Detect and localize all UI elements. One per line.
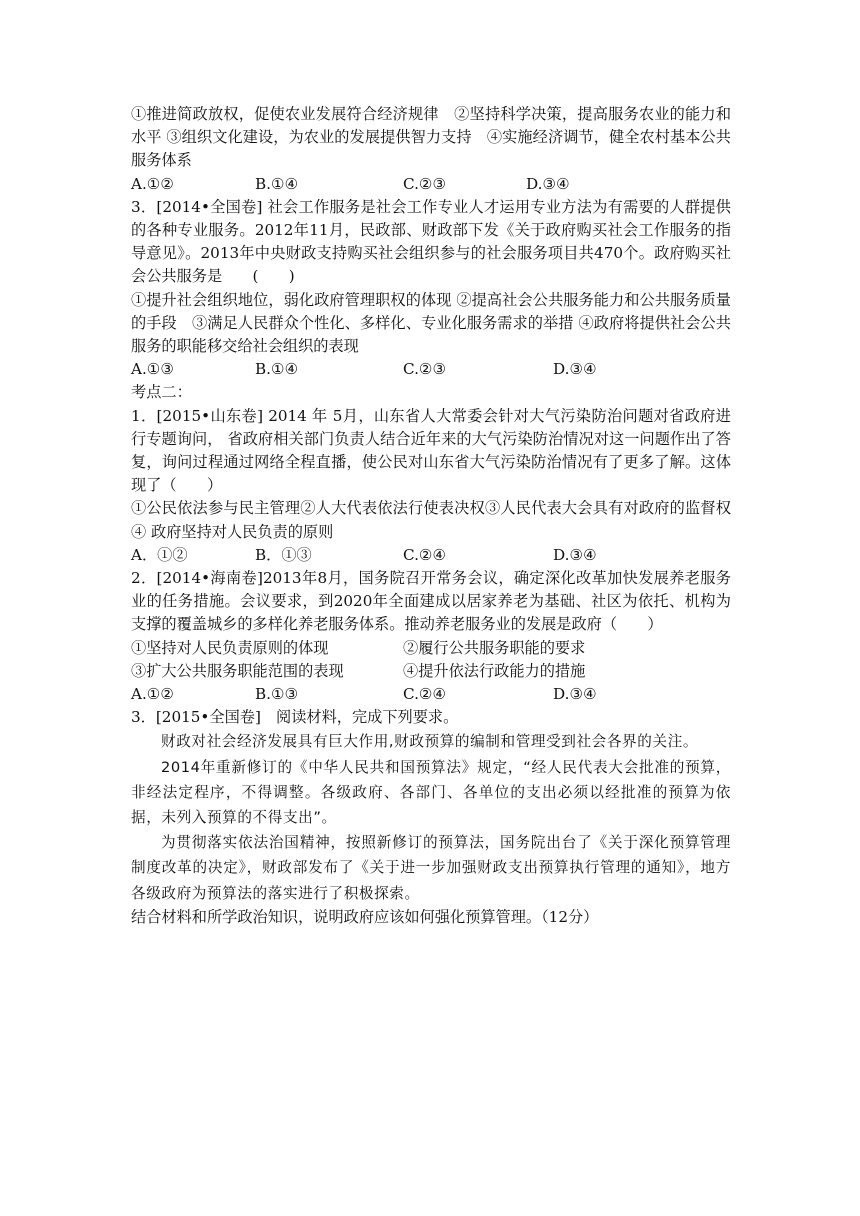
s2-q2-statement-row xyxy=(131,660,731,683)
statement: ④提升依法行政能力的措施 xyxy=(403,661,586,680)
option-a: A.①② xyxy=(131,174,175,193)
q2-options xyxy=(131,173,731,196)
material-paragraph: 为贯彻落实依法治国精神，按照新修订的预算法，国务院出台了《关于深化预算管理制度改革的决定》，财政部发布了《关于进一步加强财政支出预算执行管理的通知》，地方各级政府为预算法的落实进行了积极探索。 xyxy=(131,834,731,902)
s2-q2-stem: 2．[2014•海南卷]2013年8月，国务院召开常务会议，确定深化改革加快发展养老服务业的任务措施。会议要求，到2020年全面建成以居家养老为基础、社区为依托、机构为支撑的覆盖城乡的多样化养老服务体系。推动养老服务业的发展是政府（ ） xyxy=(131,569,731,634)
option-a: A.①② xyxy=(131,685,175,703)
material-paragraph: 财政对社会经济发展具有巨大作用,财政预算的编制和管理受到社会各界的关注。 xyxy=(161,733,699,751)
option-b: B.①④ xyxy=(255,360,299,379)
material-paragraph: 2014年重新修订的《中华人民共和国预算法》规定，“经人民代表大会批准的预算，非经法定程序，不得调整。各级政府、各部门、各单位的支出必须以经批准的预算为依据，未列入预算的不得支出”。 xyxy=(131,758,731,826)
s2-q1-options xyxy=(131,544,731,567)
q3-options xyxy=(131,358,731,381)
s2-q2-statement-row xyxy=(131,637,731,660)
option-d: D.③④ xyxy=(526,174,570,193)
option-c: C.②④ xyxy=(403,685,447,703)
option-d: D.③④ xyxy=(553,360,597,379)
option-b: B.①③ xyxy=(255,685,299,703)
s2-q1-stem: 1．[2015•山东卷] 2014 年 5月，山东省人大常委会针对大气污染防治问题对省政府进行专题询问， 省政府相关部门负责人结合近年来的大气污染防治情况对这一问题作出了答复，询问过程通过网络全程直播，使公民对山东省大气污染防治情况有了更多了解。这体现了（ ） xyxy=(131,406,731,495)
s2-q3-question: 结合材料和所学政治知识，说明政府应该如何强化预算管理。（12分） xyxy=(131,907,599,926)
option-b: B.①④ xyxy=(255,174,299,193)
s2-q2-options xyxy=(131,683,731,706)
option-a: A．①② xyxy=(131,545,188,564)
option-a: A.①③ xyxy=(131,360,175,379)
statement: ①坚持对人民负责原则的体现 xyxy=(131,638,329,657)
section-title: 考点二： xyxy=(131,383,192,402)
s2-q1-statements: ①公民依法参与民主管理②人大代表依法行使表决权③人民代表大会具有对政府的监督权④ 政府坚持对人民负责的原则 xyxy=(131,499,731,541)
option-b: B．①③ xyxy=(255,545,312,564)
q3-stem: 3．[2014•全国卷] 社会工作服务是社会工作专业人才运用专业方法为有需要的人群提供的各种专业服务。2012年11月，民政部、财政部下发《关于政府购买社会工作服务的指导意见》。2013年中央财政支持购买社会组织参与的社会服务项目共470个。政府购买社会公共服务是 ( ) xyxy=(131,197,731,286)
q3-statements: ①提升社会组织地位，弱化政府管理职权的体现 ②提高社会公共服务能力和公共服务质量的手段 ③满足人民群众个性化、多样化、专业化服务需求的举措 ④政府将提供社会公共服务的职能移交给社会组织的表现 xyxy=(131,290,731,356)
option-d: D.③④ xyxy=(553,545,597,564)
option-c: C.②③ xyxy=(403,174,447,193)
document-body xyxy=(131,103,731,929)
s2-q3-stem: 3．[2015•全国卷] 阅读材料，完成下列要求。 xyxy=(131,708,459,727)
statement: ②履行公共服务职能的要求 xyxy=(403,638,586,657)
option-c: C.②④ xyxy=(403,545,447,564)
statement: ③扩大公共服务职能范围的表现 xyxy=(131,661,344,680)
q2-statements: ①推进简政放权，促使农业发展符合经济规律 ②坚持科学决策，提高服务农业的能力和水平 ③组织文化建设，为农业的发展提供智力支持 ④实施经济调节，健全农村基本公共服务体系 xyxy=(131,105,731,170)
option-d: D.③④ xyxy=(553,685,597,703)
option-c: C.②③ xyxy=(403,360,447,379)
